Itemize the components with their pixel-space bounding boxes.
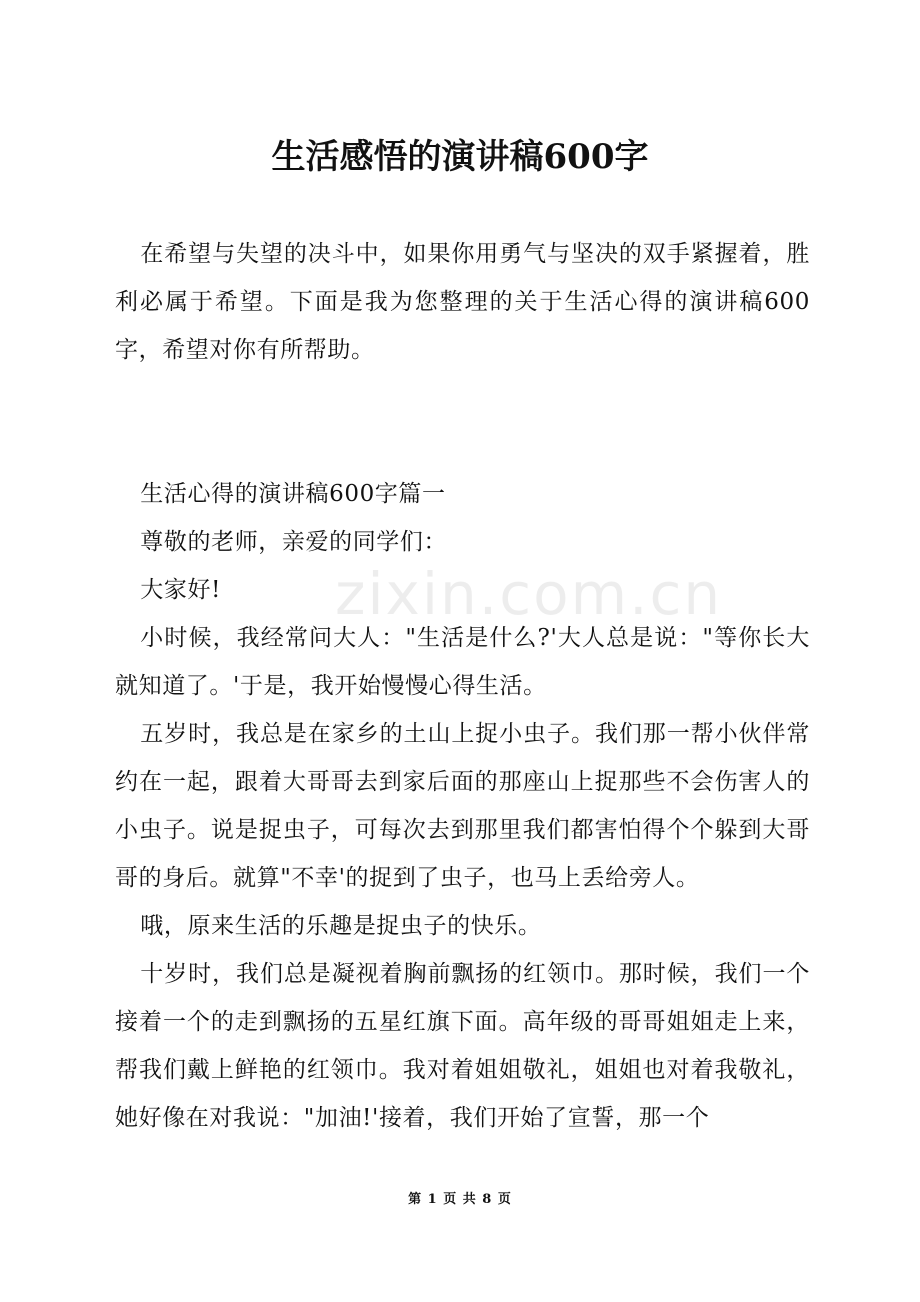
body-paragraph: 小时候，我经常问大人："生活是什么?'大人总是说："等你长大就知道了。'于是，我开始慢慢心得生活。	[115, 625, 810, 699]
body-paragraph: 五岁时，我总是在家乡的土山上捉小虫子。我们那一帮小伙伴常约在一起，跟着大哥哥去到家后面的那座山上捉那些不会伤害人的小虫子。说是捉虫子，可每次去到那里我们都害怕得个个躲到大哥哥的身后。就算"不幸'的捉到了虫子，也马上丢给旁人。	[115, 721, 810, 891]
intro-paragraph: 在希望与失望的决斗中，如果你用勇气与坚决的双手紧握着，胜利必属于希望。下面是我为您整理的关于生活心得的演讲稿600字，希望对你有所帮助。	[115, 241, 810, 363]
speech-section	[115, 470, 810, 1142]
page-title: 生活感悟的演讲稿600字	[271, 137, 649, 177]
watermark: zixin.com.cn	[335, 560, 723, 628]
salutation: 尊敬的老师，亲爱的同学们：	[140, 529, 448, 555]
page-footer: 第 1 页 共 8 页	[408, 1192, 512, 1207]
section-heading: 生活心得的演讲稿600字篇一	[140, 481, 446, 507]
greeting: 大家好!	[140, 577, 221, 603]
body-paragraph: 哦，原来生活的乐趣是捉虫子的快乐。	[140, 913, 542, 939]
intro-section	[115, 230, 810, 374]
body-paragraph: 十岁时，我们总是凝视着胸前飘扬的红领巾。那时候，我们一个接着一个的走到飘扬的五星红旗下面。高年级的哥哥姐姐走上来，帮我们戴上鲜艳的红领巾。我对着姐姐敬礼，姐姐也对着我敬礼，她好像在对我说："加油!'接着，我们开始了宣誓，那一个	[115, 961, 810, 1131]
